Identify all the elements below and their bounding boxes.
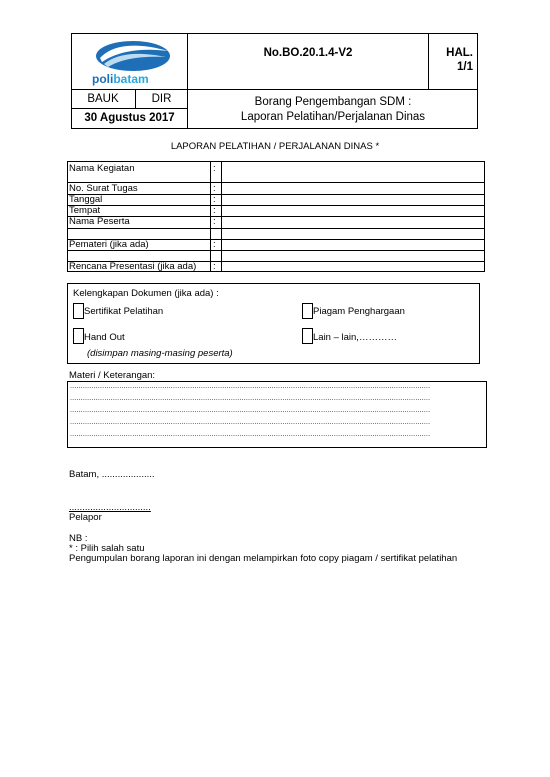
checkbox-sertifikat-pelatihan[interactable]	[73, 303, 84, 319]
nb-note-2: Pengumpulan borang laporan ini dengan melampirkan foto copy piagam / sertifikat pelatihan	[69, 553, 458, 564]
doc-number: No.BO.20.1.4-V2	[263, 47, 353, 59]
page-label: HAL.	[446, 47, 473, 59]
place-date: Batam, ....................	[69, 469, 155, 480]
checkbox-label-hand-out: Hand Out	[84, 332, 125, 343]
field-value-rencana-presentasi[interactable]	[222, 262, 484, 271]
checkbox-hand-out[interactable]	[73, 328, 84, 344]
dept-label: DIR	[151, 93, 172, 105]
notes-dotline: ........................................................................................................................................................................	[70, 383, 431, 390]
polibatam-wave-logo-icon	[88, 39, 178, 75]
notes-heading: Materi / Keterangan:	[69, 370, 156, 381]
field-label-pemateri: Pemateri (jika ada)	[69, 239, 149, 250]
field-sep: :	[213, 216, 216, 227]
field-sep: :	[213, 205, 216, 216]
notes-dotline: ........................................................................................................................................................................	[70, 407, 431, 414]
documents-heading: Kelengkapan Dokumen (jika ada) :	[73, 288, 219, 299]
issue-date: 30 Agustus 2017	[84, 112, 175, 124]
field-value-no-surat-tugas[interactable]	[222, 183, 484, 194]
field-sep: :	[213, 194, 216, 205]
report-title: LAPORAN PELATIHAN / PERJALANAN DINAS *	[170, 141, 380, 152]
field-value-nama-peserta[interactable]	[222, 217, 484, 239]
signature-line: ...............................	[69, 502, 151, 513]
field-label-nama-peserta: Nama Peserta	[69, 216, 130, 227]
field-sep: :	[213, 163, 216, 174]
nb-note-1: * : Pilih salah satu	[69, 543, 145, 554]
field-value-tempat[interactable]	[222, 206, 484, 216]
field-label-tempat: Tempat	[69, 205, 101, 216]
field-sep: :	[213, 239, 216, 250]
checkbox-piagam-penghargaan[interactable]	[302, 303, 313, 319]
reporter-label: Pelapor	[69, 512, 102, 523]
notes-dotline: ........................................................................................................................................................................	[70, 395, 431, 402]
field-label-no-surat-tugas: No. Surat Tugas	[69, 183, 138, 194]
field-value-tanggal[interactable]	[222, 195, 484, 205]
field-value-pemateri[interactable]	[222, 240, 484, 261]
unit-label: BAUK	[87, 93, 119, 105]
field-label-rencana-presentasi: Rencana Presentasi (jika ada)	[69, 261, 197, 272]
field-sep: :	[213, 183, 216, 194]
notes-dotline: ........................................................................................................................................................................	[70, 419, 431, 426]
checkbox-label-piagam-penghargaan: Piagam Penghargaan	[313, 306, 405, 317]
nb-label: NB :	[69, 533, 88, 544]
documents-note: (disimpan masing-masing peserta)	[87, 348, 233, 359]
notes-dotline: ........................................................................................................................................................................	[70, 431, 431, 438]
field-value-nama-kegiatan[interactable]	[222, 162, 484, 182]
checkbox-label-sertifikat-pelatihan: Sertifikat Pelatihan	[84, 306, 164, 317]
form-title-line2: Laporan Pelatihan/Perjalanan Dinas	[240, 111, 426, 123]
field-sep: :	[213, 261, 216, 272]
checkbox-lain-lain[interactable]	[302, 328, 313, 344]
page-value: 1/1	[457, 61, 473, 73]
checkbox-label-lain-lain: Lain – lain,…………	[313, 332, 397, 343]
field-label-tanggal: Tanggal	[69, 194, 103, 205]
field-label-nama-kegiatan: Nama Kegiatan	[69, 163, 135, 174]
logo-text-suffix: batam	[113, 72, 149, 86]
logo-text-prefix: poli	[92, 72, 114, 86]
logo	[88, 39, 178, 87]
form-title-line1: Borang Pengembangan SDM :	[254, 96, 412, 108]
